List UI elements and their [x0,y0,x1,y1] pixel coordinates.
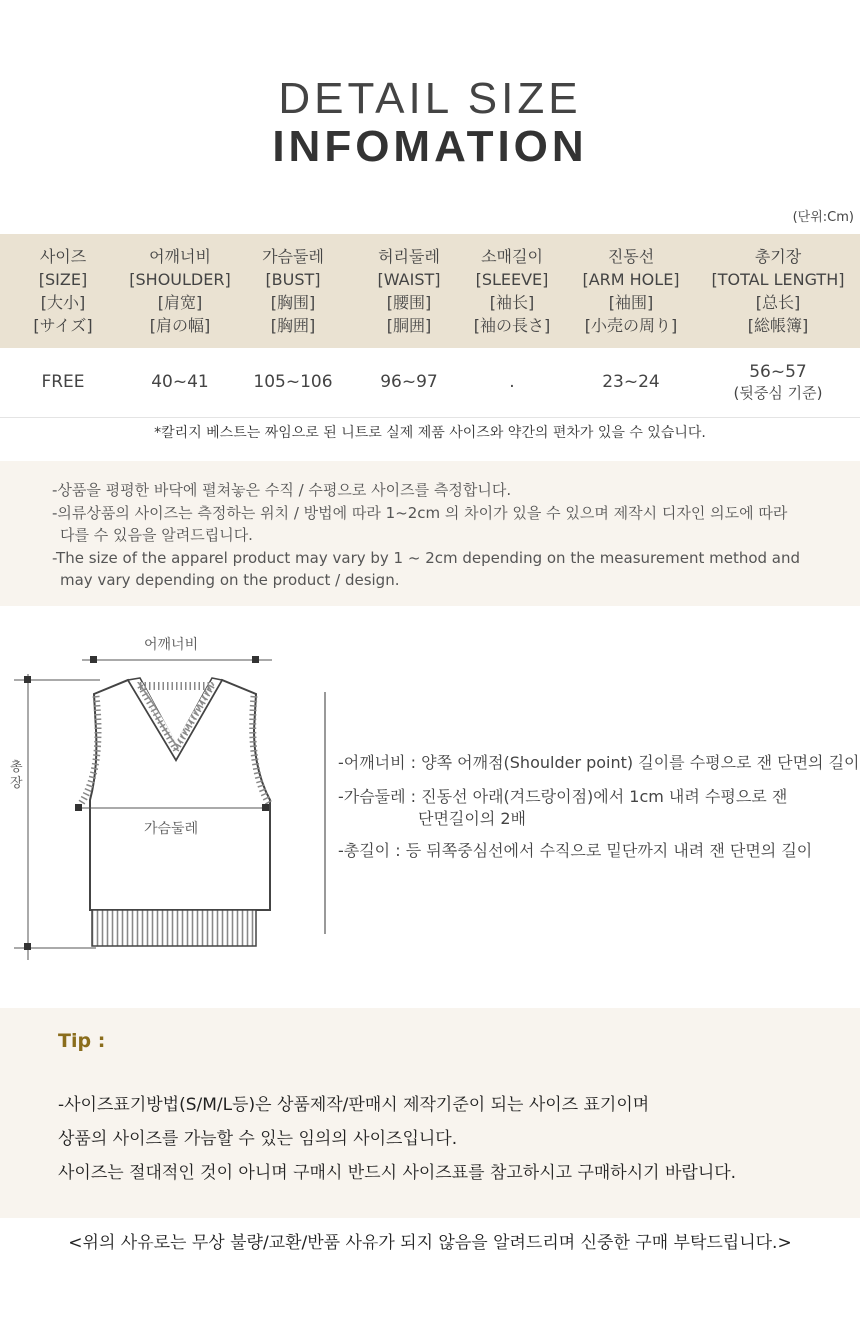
header-col-bust: 가슴둘레 [BUST] [胸围] [胸囲] [262,247,324,335]
size-table-row [0,348,860,418]
cell-waist: 96~97 [380,372,438,392]
divider-line [324,692,326,934]
unit-label: (단위:Cm) [792,210,854,225]
tip-line: 상품의 사이즈를 가늠할 수 있는 임의의 사이즈입니다. [58,1129,458,1149]
size-table-header [0,234,860,348]
cell-bust: 105~106 [253,372,333,392]
bust-label: 가슴둘레 [144,821,199,837]
header-col-waist: 허리둘레 [WAIST] [腰围] [胴囲] [377,247,441,335]
cell-total-length: 56~57 (뒷중심 기준) [733,361,823,402]
tip-title: Tip : [58,1030,106,1052]
cell-size: FREE [41,372,85,392]
tip-line: -사이즈표기방법(S/M/L등)은 상품제작/판매시 제작기준이 되는 사이즈 표기이며 [58,1095,650,1115]
vest-measurement-diagram [0,620,330,970]
tip-box [0,1008,860,1218]
page-title-line1: DETAIL SIZE [278,74,582,123]
notice-line: -의류상품의 사이즈는 측정하는 위치 / 방법에 따라 1~2cm 의 차이가 있을 수 있으며 제작시 디자인 의도에 따라 [52,503,788,522]
notice-line: -상품을 평평한 바닥에 펼쳐놓은 수직 / 수평으로 사이즈를 측정합니다. [52,481,512,499]
vest-illustration [0,620,330,970]
page-title-line2: INFOMATION [272,122,588,171]
shoulder-label: 어깨너비 [144,637,199,653]
header-col-size: 사이즈 [SIZE] [大小] [サイズ] [33,247,93,335]
bust-description: -가슴둘레 : 진동선 아래(겨드랑이점)에서 1cm 내려 수평으로 잰 [338,787,788,806]
shoulder-description: -어깨너비 : 양쪽 어깨점(Shoulder point) 길이를 수평으로 잰 단면의 길이 [338,753,860,772]
notice-line: -The size of the apparel product may vary by 1 ~ 2cm depending on the measurement method and [52,548,801,567]
bust-description-cont: 단면길이의 2배 [418,809,527,828]
header-col-total-length: 총기장 [TOTAL LENGTH] [总长] [総帳簿] [711,247,845,335]
header-col-shoulder: 어깨너비 [SHOULDER] [肩宽] [肩の幅] [129,247,231,335]
cell-sleeve: . [509,372,515,392]
tip-line: 사이즈는 절대적인 것이 아니며 구매시 반드시 사이즈표를 참고하시고 구매하시기 바랍니다. [58,1163,737,1183]
measurement-notice [0,461,860,606]
header-col-armhole: 진동선 [ARM HOLE] [袖围] [小売の周り] [582,247,680,335]
length-label: 총장 [10,760,23,791]
footer-notice: <위의 사유로는 무상 불량/교환/반품 사유가 되지 않음을 알려드리며 신중한 구매 부탁드립니다.> [68,1233,792,1253]
notice-line: may vary depending on the product / design. [60,571,400,589]
cell-shoulder: 40~41 [151,372,209,392]
cell-armhole: 23~24 [602,372,660,392]
header-col-sleeve: 소매길이 [SLEEVE] [袖长] [袖の長さ] [473,247,551,335]
knit-variance-note: *칼리지 베스트는 짜임으로 된 니트로 실제 제품 사이즈와 약간의 편차가 있을 수 있습니다. [154,425,706,441]
notice-line: 다를 수 있음을 알려드립니다. [60,526,253,544]
length-description: -총길이 : 등 뒤쪽중심선에서 수직으로 밑단까지 내려 잰 단면의 길이 [338,841,813,860]
